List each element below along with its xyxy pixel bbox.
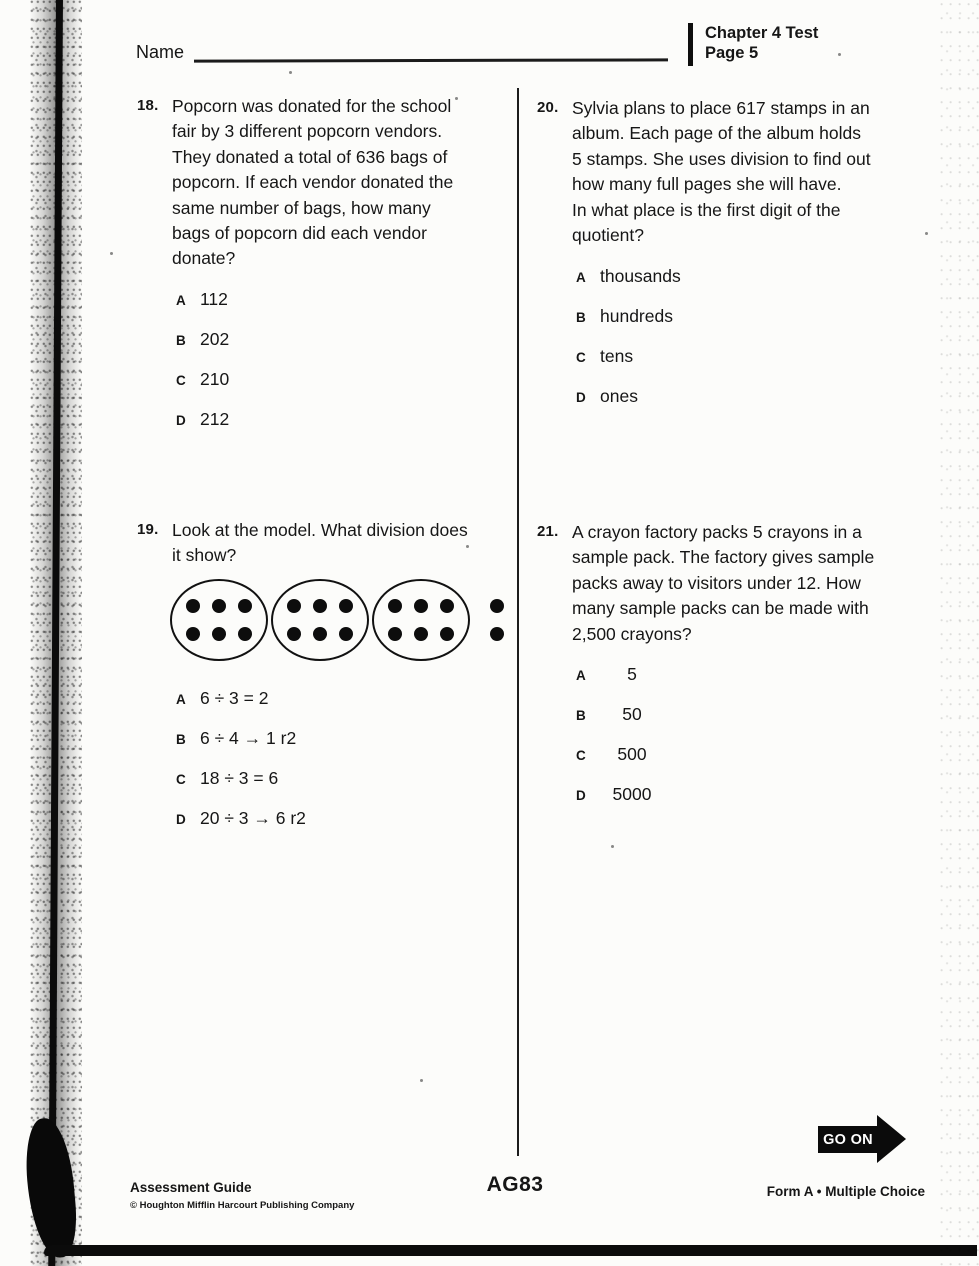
group-oval-2 xyxy=(271,579,369,661)
page-number-label: Page 5 xyxy=(705,44,759,62)
dot-grid xyxy=(287,599,353,641)
header-title-block xyxy=(705,23,818,63)
counter-dot xyxy=(339,599,353,613)
scan-speck xyxy=(289,71,292,74)
page-code: AG83 xyxy=(486,1173,544,1196)
option-a: A 112 xyxy=(176,288,228,309)
test-title: Chapter 4 Test xyxy=(705,24,819,42)
counter-dot xyxy=(440,599,454,613)
counter-dot xyxy=(212,627,226,641)
counter-dot xyxy=(490,599,504,613)
option-d: D ones xyxy=(576,386,638,407)
question-number: 21. xyxy=(537,523,559,540)
question-number: 20. xyxy=(537,99,559,116)
go-on-arrow-icon xyxy=(877,1115,906,1163)
option-a: A 6 ÷ 3 = 2 xyxy=(176,687,269,708)
counter-dot xyxy=(238,599,252,613)
scan-speck xyxy=(110,252,113,255)
division-model xyxy=(170,578,504,662)
option-b: B 202 xyxy=(176,328,230,349)
answer-options xyxy=(576,266,871,410)
question-text: Sylvia plans to place 617 stamps in an album. Each page of the album holds 5 stamps. She uses division to find out how many full pages she will have. In what place is the first digit of the quotient? xyxy=(572,98,871,246)
scan-speck xyxy=(611,845,614,848)
question-text: A crayon factory packs 5 crayons in a sample pack. The factory gives sample packs away to visitors under 12. How many sample packs can be made with 2,500 crayons? xyxy=(572,522,875,644)
question-18 xyxy=(137,94,453,449)
remainder-dots xyxy=(490,599,504,641)
scan-speck xyxy=(925,232,928,235)
counter-dot xyxy=(313,627,327,641)
option-c: C 18 ÷ 3 = 6 xyxy=(176,767,279,788)
counter-dot xyxy=(339,627,353,641)
counter-dot xyxy=(238,627,252,641)
counter-dot xyxy=(287,599,301,613)
question-19 xyxy=(137,518,504,848)
scan-speck xyxy=(420,1079,423,1082)
option-d: D 212 xyxy=(176,408,230,429)
option-b: B 50 xyxy=(576,704,642,725)
group-oval-1 xyxy=(170,579,268,661)
name-label: Name xyxy=(136,42,185,62)
question-number: 18. xyxy=(137,97,159,114)
scan-speck xyxy=(455,97,458,100)
counter-dot xyxy=(388,599,402,613)
scan-speck xyxy=(838,53,841,56)
option-d: D 20 ÷ 3 → 6 r2 xyxy=(176,807,306,828)
option-d: D 5000 xyxy=(576,784,652,805)
question-21 xyxy=(537,520,874,824)
counter-dot xyxy=(313,599,327,613)
option-c: C tens xyxy=(576,346,634,367)
counter-dot xyxy=(186,599,200,613)
column-divider xyxy=(517,88,519,1156)
dot-grid xyxy=(388,599,454,641)
question-text: Look at the model. What division does it show? xyxy=(172,520,468,566)
go-on-marker: GO ON xyxy=(818,1126,878,1153)
header-divider-bar xyxy=(688,23,693,66)
counter-dot xyxy=(440,627,454,641)
counter-dot xyxy=(212,599,226,613)
name-blank-line xyxy=(194,58,668,62)
counter-dot xyxy=(490,627,504,641)
dot-grid xyxy=(186,599,252,641)
question-text: Popcorn was donated for the school fair by 3 different popcorn vendors. They donated a total of 636 bags of popcorn. If each vendor donated the same number of bags, how many bags of popcorn did each vendor donate? xyxy=(172,96,454,269)
counter-dot xyxy=(287,627,301,641)
counter-dot xyxy=(414,627,428,641)
form-label: Form A • Multiple Choice xyxy=(766,1184,925,1199)
right-edge-scan-noise xyxy=(938,0,979,1266)
copyright-line: © Houghton Mifflin Harcourt Publishing Company xyxy=(130,1200,355,1211)
answer-options xyxy=(576,664,874,808)
option-c: C 210 xyxy=(176,368,230,389)
option-a: A 5 xyxy=(576,664,637,685)
counter-dot xyxy=(186,627,200,641)
question-20 xyxy=(537,96,871,426)
option-b: B 6 ÷ 4 → 1 r2 xyxy=(176,727,297,748)
option-b: B hundreds xyxy=(576,306,673,327)
question-number: 19. xyxy=(137,521,159,538)
answer-options xyxy=(176,688,504,832)
page-bottom-scan-edge xyxy=(44,1245,977,1256)
counter-dot xyxy=(414,599,428,613)
option-a: A thousands xyxy=(576,266,681,287)
assessment-guide-label: Assessment Guide xyxy=(130,1180,252,1195)
group-oval-3 xyxy=(372,579,470,661)
answer-options xyxy=(176,289,453,433)
counter-dot xyxy=(388,627,402,641)
option-c: C 500 xyxy=(576,744,647,765)
